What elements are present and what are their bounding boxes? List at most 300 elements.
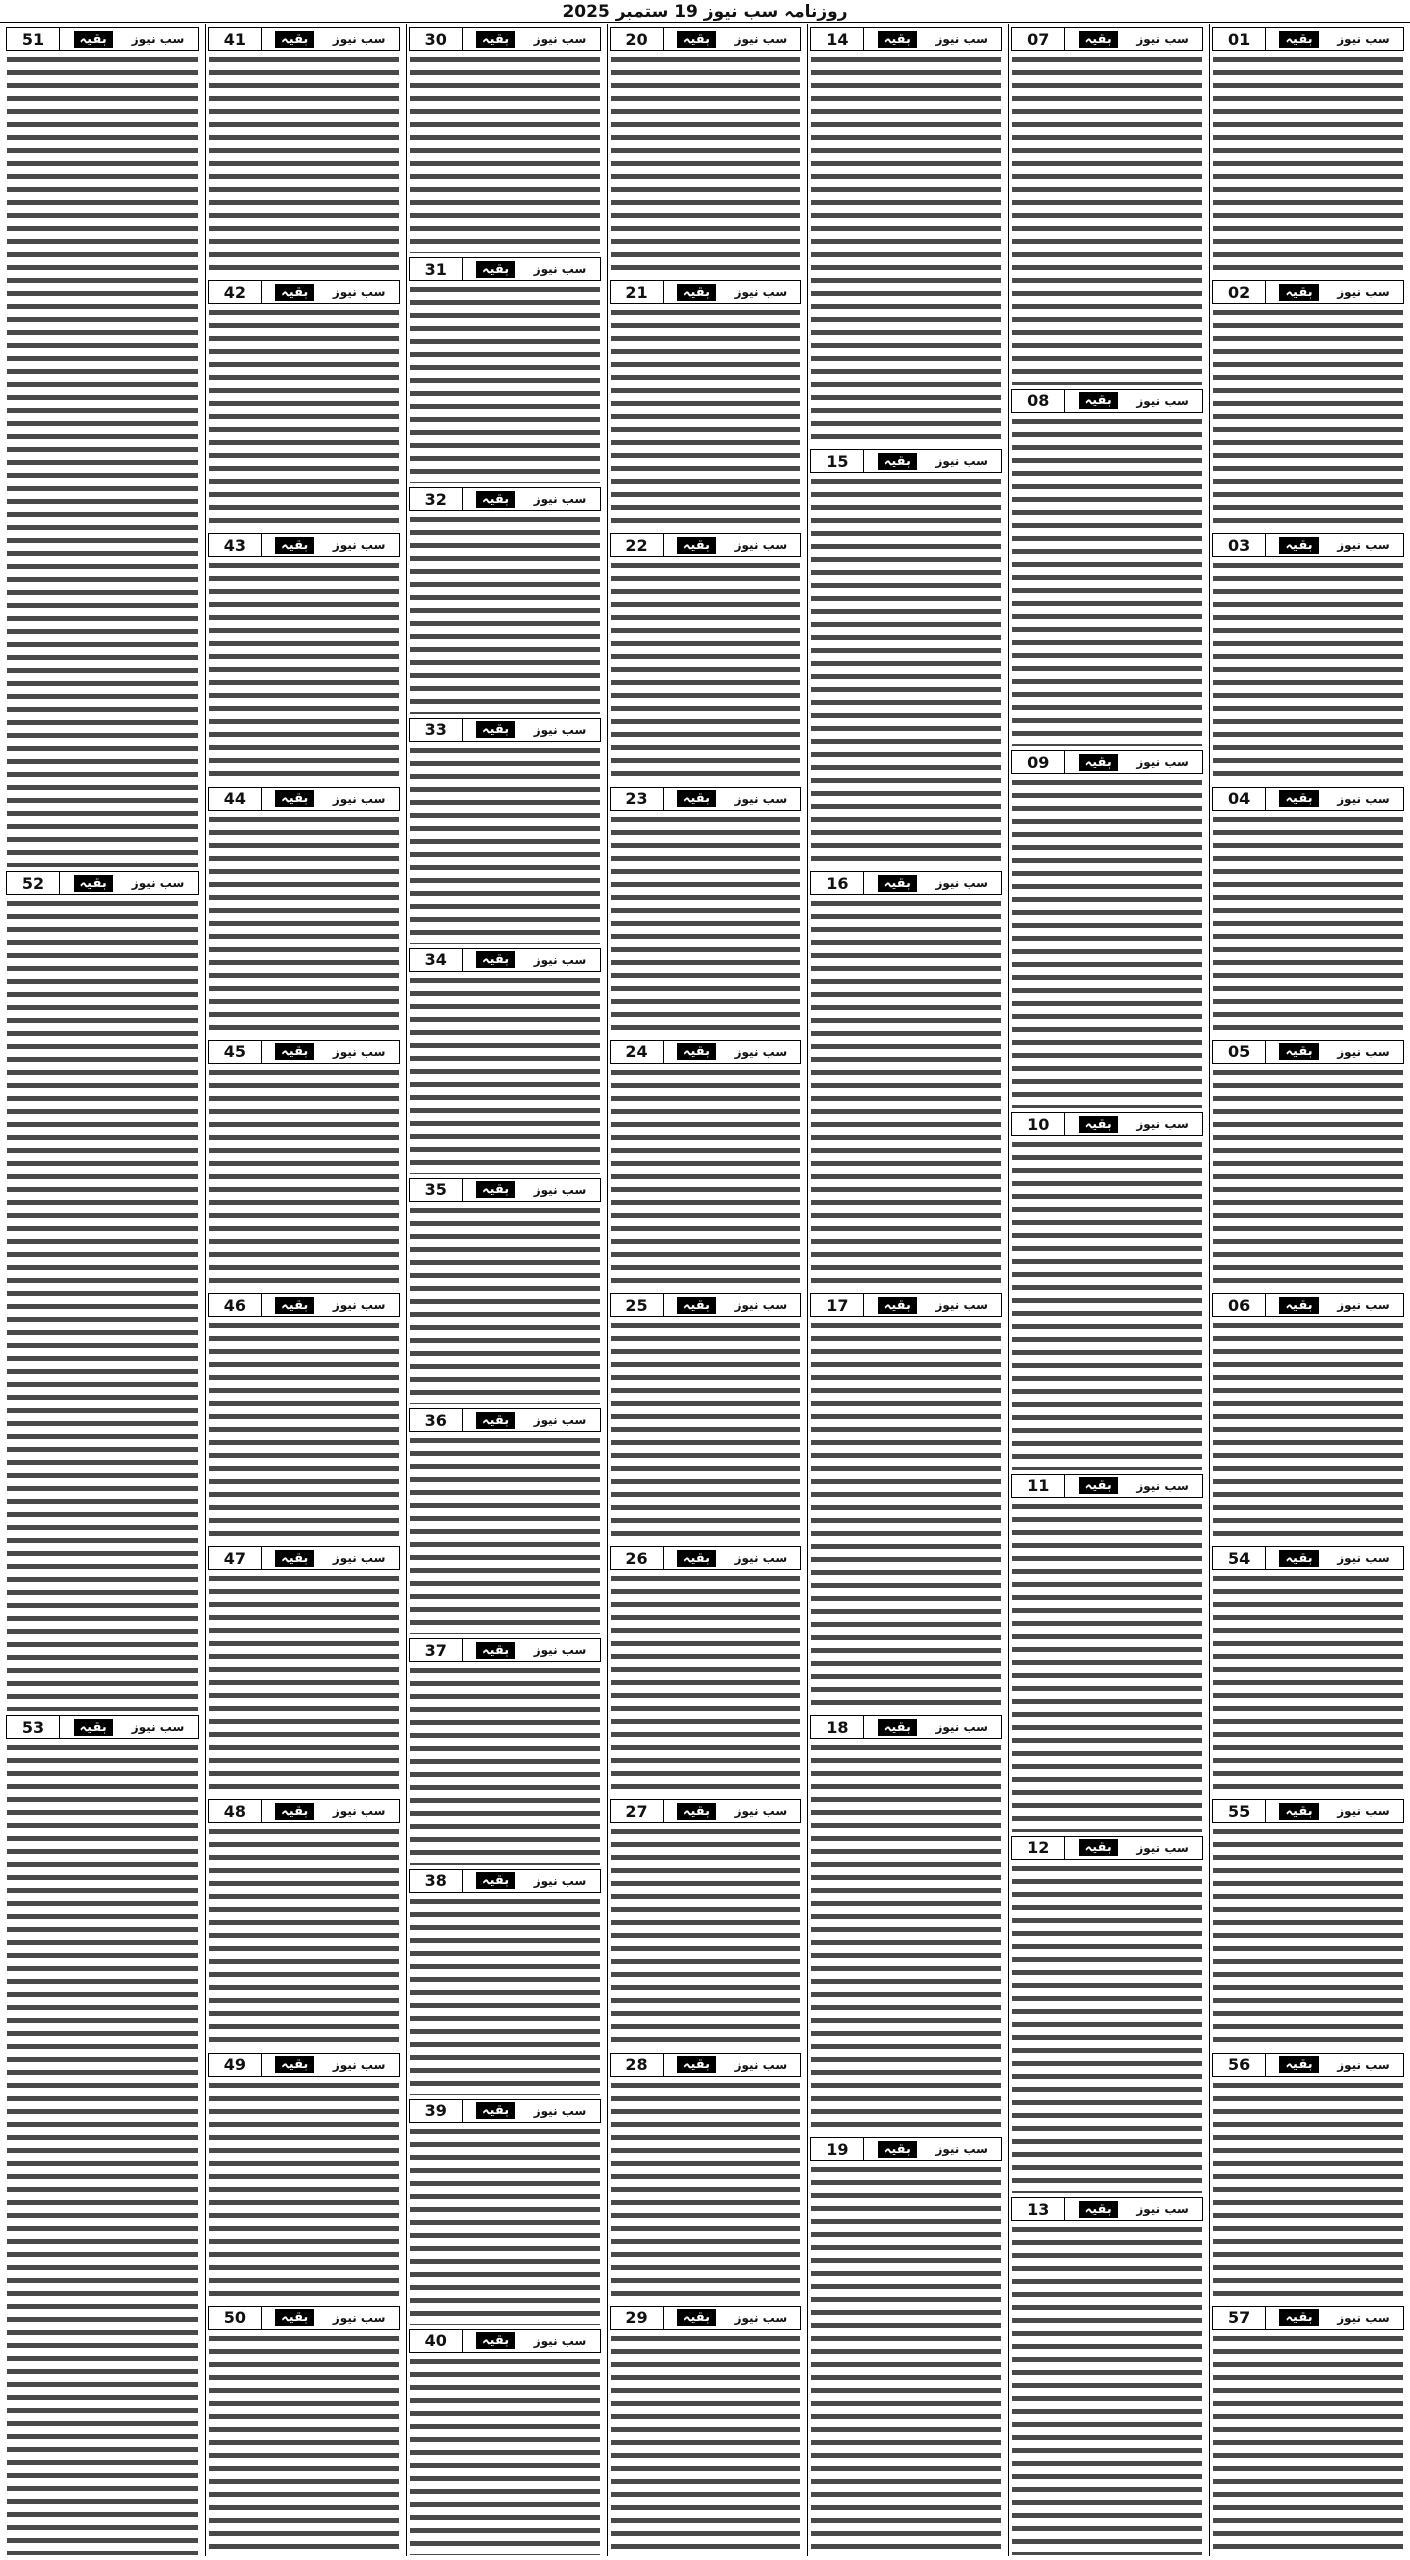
section-brand: [864, 1294, 1001, 1316]
section-brand: [1266, 281, 1403, 303]
section-number: 19: [811, 2138, 864, 2160]
continued-label: بقیہ: [1279, 31, 1318, 48]
continuation-header: [1212, 27, 1404, 51]
continuation-header: [409, 718, 601, 742]
continuation-block: [206, 2303, 402, 2556]
continuation-header: [810, 449, 1002, 473]
continued-label: بقیہ: [275, 1043, 314, 1060]
continuation-header: [610, 1293, 802, 1317]
brand-label: سب نیوز: [1136, 1117, 1189, 1132]
section-brand: [664, 1800, 801, 1822]
continuation-block: [4, 24, 201, 868]
section-number: 13: [1012, 2198, 1065, 2220]
article-text: [808, 475, 1004, 868]
continuation-block: [808, 24, 1004, 446]
continuation-block: [206, 1037, 402, 1290]
section-brand: [262, 534, 399, 556]
continued-label: بقیہ: [1279, 1803, 1318, 1820]
section-number: 47: [209, 1547, 262, 1569]
continuation-block: [608, 784, 804, 1037]
continued-label: بقیہ: [878, 1297, 917, 1314]
article-text: [206, 1825, 402, 2049]
section-brand: [664, 788, 801, 810]
continuation-header: [6, 1715, 199, 1739]
continuation-header: [6, 27, 199, 51]
continuation-block: [608, 1796, 804, 2049]
continuation-block: [608, 2303, 804, 2556]
brand-label: سب نیوز: [533, 722, 587, 737]
section-brand: [1065, 390, 1202, 412]
continuation-header: [810, 27, 1002, 51]
news-column: [1209, 24, 1406, 2556]
section-number: 52: [7, 872, 60, 894]
section-number: 16: [811, 872, 864, 894]
section-brand: [1266, 1041, 1403, 1063]
article-text: [407, 974, 603, 1175]
continuation-block: [1009, 747, 1205, 1109]
continuation-block: [1009, 1833, 1205, 2195]
continuation-block: [608, 1543, 804, 1796]
brand-label: سب نیوز: [1337, 1551, 1390, 1566]
continuation-header: [1011, 1836, 1203, 1860]
news-column: [607, 24, 804, 2556]
section-brand: [262, 788, 399, 810]
brand-label: سب نیوز: [935, 32, 988, 46]
continuation-block: [407, 945, 603, 1175]
article-text: [1210, 306, 1406, 530]
continuation-header: [409, 1408, 601, 1432]
continuation-block: [608, 24, 804, 277]
article-text: [608, 2079, 804, 2303]
continuation-block: [407, 24, 603, 254]
article-text: [206, 2079, 402, 2303]
section-brand: [1266, 28, 1403, 50]
continued-label: بقیہ: [74, 1719, 113, 1736]
continuation-header: [1212, 1293, 1404, 1317]
section-number: 21: [611, 281, 664, 303]
section-brand: [664, 1547, 801, 1569]
article-text: [608, 1572, 804, 1796]
continued-label: بقیہ: [1079, 1116, 1118, 1133]
continuation-block: [1009, 1109, 1205, 1471]
section-number: 07: [1012, 28, 1065, 50]
brand-label: سب نیوز: [332, 32, 386, 46]
section-number: 03: [1213, 534, 1266, 556]
brand-label: سب نیوز: [533, 2333, 587, 2348]
article-text: [1210, 2079, 1406, 2303]
section-brand: [463, 1409, 600, 1431]
section-number: 36: [410, 1409, 463, 1431]
section-number: 50: [209, 2307, 262, 2329]
article-text: [1009, 415, 1205, 748]
article-text: [206, 1066, 402, 1290]
continuation-block: [1009, 2194, 1205, 2556]
continued-label: بقیہ: [677, 790, 716, 807]
article-text: [1210, 2332, 1406, 2556]
article-text: [608, 1319, 804, 1543]
article-text: [206, 306, 402, 530]
continuation-header: [610, 1546, 802, 1570]
section-number: 10: [1012, 1113, 1065, 1135]
continued-label: بقیہ: [476, 491, 515, 508]
continued-label: بقیہ: [275, 790, 314, 807]
continuation-block: [1210, 24, 1406, 277]
brand-label: سب نیوز: [734, 1044, 788, 1059]
section-number: 43: [209, 534, 262, 556]
brand-label: سب نیوز: [935, 1720, 988, 1734]
section-number: 35: [410, 1179, 463, 1201]
brand-label: سب نیوز: [1337, 538, 1390, 553]
continuation-block: [1009, 386, 1205, 748]
article-text: [407, 2355, 603, 2556]
continuation-block: [1009, 24, 1205, 386]
continuation-header: [409, 948, 601, 972]
page-columns: [4, 24, 1406, 2556]
brand-label: سب نیوز: [533, 2103, 587, 2118]
continuation-block: [1009, 1471, 1205, 1833]
continuation-header: [610, 787, 802, 811]
article-text: [407, 513, 603, 714]
continued-label: بقیہ: [275, 1803, 314, 1820]
continuation-header: [610, 280, 802, 304]
section-number: 12: [1012, 1837, 1065, 1859]
article-text: [1210, 1066, 1406, 1290]
section-number: 28: [611, 2054, 664, 2076]
section-number: 15: [811, 450, 864, 472]
article-text: [1009, 2223, 1205, 2556]
article-text: [808, 1319, 1004, 1712]
continuation-header: [610, 1799, 802, 1823]
brand-label: سب نیوز: [332, 2057, 386, 2072]
article-text: [206, 1319, 402, 1543]
continued-label: بقیہ: [275, 1550, 314, 1567]
continuation-block: [407, 1635, 603, 1865]
article-text: [407, 744, 603, 945]
continuation-header: [1011, 750, 1203, 774]
section-brand: [463, 719, 600, 741]
section-brand: [864, 872, 1001, 894]
section-number: 34: [410, 949, 463, 971]
section-number: 29: [611, 2307, 664, 2329]
continuation-header: [810, 1293, 1002, 1317]
continuation-header: [810, 1715, 1002, 1739]
section-number: 05: [1213, 1041, 1266, 1063]
article-text: [206, 1572, 402, 1796]
continuation-header: [810, 871, 1002, 895]
continued-label: بقیہ: [677, 1297, 716, 1314]
article-text: [206, 813, 402, 1037]
section-number: 04: [1213, 788, 1266, 810]
brand-label: سب نیوز: [332, 2310, 386, 2325]
section-brand: [463, 1179, 600, 1201]
section-brand: [463, 2100, 600, 2122]
continuation-header: [610, 533, 802, 557]
brand-label: سب نیوز: [131, 876, 185, 890]
brand-label: سب نیوز: [1337, 791, 1390, 806]
continued-label: بقیہ: [275, 284, 314, 301]
continued-label: بقیہ: [275, 537, 314, 554]
section-brand: [262, 28, 399, 50]
continued-label: بقیہ: [878, 453, 917, 470]
continued-label: بقیہ: [878, 31, 917, 48]
section-brand: [1266, 2307, 1403, 2329]
continuation-header: [810, 2137, 1002, 2161]
continuation-header: [1212, 1546, 1404, 1570]
section-number: 02: [1213, 281, 1266, 303]
continuation-block: [608, 1290, 804, 1543]
section-number: 11: [1012, 1475, 1065, 1497]
continued-label: بقیہ: [476, 1181, 515, 1198]
section-brand: [664, 28, 801, 50]
section-number: 20: [611, 28, 664, 50]
continuation-block: [206, 1543, 402, 1796]
continuation-block: [206, 784, 402, 1037]
brand-label: سب نیوز: [332, 1044, 386, 1059]
continued-label: بقیہ: [275, 2056, 314, 2073]
continuation-header: [208, 27, 400, 51]
article-text: [1009, 776, 1205, 1109]
brand-label: سب نیوز: [1337, 1298, 1390, 1313]
continuation-header: [208, 787, 400, 811]
section-number: 33: [410, 719, 463, 741]
continuation-block: [206, 277, 402, 530]
brand-label: سب نیوز: [734, 1551, 788, 1566]
brand-label: سب نیوز: [1337, 32, 1390, 46]
continued-label: بقیہ: [677, 537, 716, 554]
continued-label: بقیہ: [1079, 2201, 1118, 2218]
continuation-block: [1210, 2303, 1406, 2556]
continued-label: بقیہ: [275, 2309, 314, 2326]
continuation-block: [1210, 530, 1406, 783]
section-brand: [664, 1294, 801, 1316]
brand-label: سب نیوز: [1136, 32, 1189, 46]
continued-label: بقیہ: [476, 31, 515, 48]
section-brand: [463, 1870, 600, 1892]
section-number: 17: [811, 1294, 864, 1316]
continued-label: بقیہ: [74, 31, 113, 48]
continuation-block: [206, 1796, 402, 2049]
article-text: [1210, 1319, 1406, 1543]
section-number: 39: [410, 2100, 463, 2122]
continuation-header: [610, 1040, 802, 1064]
continued-label: بقیہ: [1079, 1477, 1118, 1494]
news-column: [406, 24, 603, 2556]
section-brand: [1266, 2054, 1403, 2076]
article-text: [407, 1664, 603, 1865]
continuation-header: [1011, 1474, 1203, 1498]
section-brand: [1266, 788, 1403, 810]
section-brand: [664, 1041, 801, 1063]
section-brand: [1065, 28, 1202, 50]
article-text: [407, 53, 603, 254]
brand-label: سب نیوز: [131, 32, 185, 46]
brand-label: سب نیوز: [935, 1298, 988, 1312]
article-text: [608, 559, 804, 783]
continuation-block: [608, 277, 804, 530]
continued-label: بقیہ: [476, 2332, 515, 2349]
article-text: [1210, 1572, 1406, 1796]
continued-label: بقیہ: [1279, 537, 1318, 554]
section-number: 09: [1012, 751, 1065, 773]
brand-label: سب نیوز: [533, 262, 587, 277]
section-brand: [664, 534, 801, 556]
brand-label: سب نیوز: [734, 285, 788, 300]
section-number: 41: [209, 28, 262, 50]
section-brand: [262, 1547, 399, 1569]
continuation-header: [409, 2099, 601, 2123]
continued-label: بقیہ: [878, 1719, 917, 1736]
brand-label: سب نیوز: [734, 2310, 788, 2325]
section-number: 51: [7, 28, 60, 50]
continuation-block: [407, 715, 603, 945]
brand-label: سب نیوز: [734, 1804, 788, 1819]
continuation-header: [409, 1638, 601, 1662]
continuation-header: [208, 2306, 400, 2330]
continuation-block: [206, 24, 402, 277]
article-text: [1210, 1825, 1406, 2049]
article-text: [1009, 1500, 1205, 1833]
section-brand: [262, 1294, 399, 1316]
section-number: 53: [7, 1716, 60, 1738]
section-brand: [463, 1639, 600, 1661]
continued-label: بقیہ: [677, 1043, 716, 1060]
article-text: [608, 1066, 804, 1290]
article-text: [608, 1825, 804, 2049]
continuation-header: [1212, 1040, 1404, 1064]
brand-label: سب نیوز: [533, 492, 587, 507]
brand-label: سب نیوز: [734, 1298, 788, 1313]
article-text: [808, 2163, 1004, 2556]
continuation-block: [808, 2134, 1004, 2556]
section-brand: [60, 1716, 198, 1738]
brand-label: سب نیوز: [533, 1413, 587, 1428]
article-text: [608, 306, 804, 530]
continued-label: بقیہ: [476, 2102, 515, 2119]
continued-label: بقیہ: [1279, 1550, 1318, 1567]
section-number: 22: [611, 534, 664, 556]
article-text: [1210, 813, 1406, 1037]
article-text: [608, 2332, 804, 2556]
section-number: 49: [209, 2054, 262, 2076]
brand-label: سب نیوز: [533, 32, 587, 46]
continued-label: بقیہ: [1279, 1297, 1318, 1314]
section-brand: [1266, 1547, 1403, 1569]
page-title: روزنامہ سب نیوز 19 ستمبر 2025: [562, 1, 848, 22]
continuation-block: [1210, 784, 1406, 1037]
section-brand: [463, 28, 600, 50]
continuation-block: [808, 1290, 1004, 1712]
article-text: [206, 2332, 402, 2556]
brand-label: سب نیوز: [1337, 2057, 1390, 2072]
article-text: [407, 1895, 603, 2096]
brand-label: سب نیوز: [734, 791, 788, 806]
article-text: [608, 813, 804, 1037]
brand-label: سب نیوز: [1337, 1804, 1390, 1819]
brand-label: سب نیوز: [533, 1643, 587, 1658]
section-brand: [664, 281, 801, 303]
continued-label: بقیہ: [476, 1642, 515, 1659]
brand-label: سب نیوز: [734, 538, 788, 553]
continuation-header: [409, 487, 601, 511]
section-brand: [1065, 2198, 1202, 2220]
brand-label: سب نیوز: [935, 876, 988, 890]
section-number: 37: [410, 1639, 463, 1661]
continued-label: بقیہ: [476, 261, 515, 278]
section-number: 55: [1213, 1800, 1266, 1822]
section-brand: [463, 258, 600, 280]
section-number: 54: [1213, 1547, 1266, 1569]
continuation-header: [1212, 2053, 1404, 2077]
section-number: 01: [1213, 28, 1266, 50]
continued-label: بقیہ: [1279, 1043, 1318, 1060]
continuation-header: [208, 1040, 400, 1064]
continuation-header: [208, 280, 400, 304]
continued-label: بقیہ: [677, 31, 716, 48]
continuation-header: [610, 2053, 802, 2077]
section-brand: [262, 281, 399, 303]
continued-label: بقیہ: [677, 1803, 716, 1820]
brand-label: سب نیوز: [734, 2057, 788, 2072]
section-number: 30: [410, 28, 463, 50]
section-number: 48: [209, 1800, 262, 1822]
continued-label: بقیہ: [677, 2309, 716, 2326]
article-text: [206, 53, 402, 277]
section-brand: [262, 2307, 399, 2329]
section-number: 26: [611, 1547, 664, 1569]
brand-label: سب نیوز: [1136, 1840, 1189, 1855]
article-text: [808, 897, 1004, 1290]
section-number: 23: [611, 788, 664, 810]
section-brand: [864, 450, 1001, 472]
continuation-header: [208, 1546, 400, 1570]
article-text: [4, 897, 201, 1712]
continuation-block: [808, 446, 1004, 868]
section-number: 25: [611, 1294, 664, 1316]
continuation-header: [1212, 533, 1404, 557]
continuation-header: [409, 2329, 601, 2353]
continuation-block: [608, 2050, 804, 2303]
masthead: [0, 0, 1410, 23]
brand-label: سب نیوز: [935, 454, 988, 468]
continuation-header: [409, 257, 601, 281]
brand-label: سب نیوز: [533, 1873, 587, 1888]
continued-label: بقیہ: [677, 2056, 716, 2073]
continuation-block: [1210, 2050, 1406, 2303]
continued-label: بقیہ: [476, 721, 515, 738]
continuation-block: [608, 530, 804, 783]
continuation-header: [1011, 389, 1203, 413]
continuation-block: [1210, 1290, 1406, 1543]
continued-label: بقیہ: [1279, 2309, 1318, 2326]
brand-label: سب نیوز: [1136, 1478, 1189, 1493]
news-column: [807, 24, 1004, 2556]
brand-label: سب نیوز: [533, 1182, 587, 1197]
article-text: [1210, 53, 1406, 277]
continuation-block: [407, 1405, 603, 1635]
brand-label: سب نیوز: [332, 791, 386, 806]
brand-label: سب نیوز: [1136, 755, 1189, 770]
section-number: 42: [209, 281, 262, 303]
continued-label: بقیہ: [1079, 392, 1118, 409]
article-text: [407, 283, 603, 484]
brand-label: سب نیوز: [734, 32, 788, 46]
section-number: 31: [410, 258, 463, 280]
continued-label: بقیہ: [476, 1872, 515, 1889]
continuation-block: [407, 1866, 603, 2096]
continuation-block: [407, 254, 603, 484]
section-number: 06: [1213, 1294, 1266, 1316]
news-column: [1008, 24, 1205, 2556]
